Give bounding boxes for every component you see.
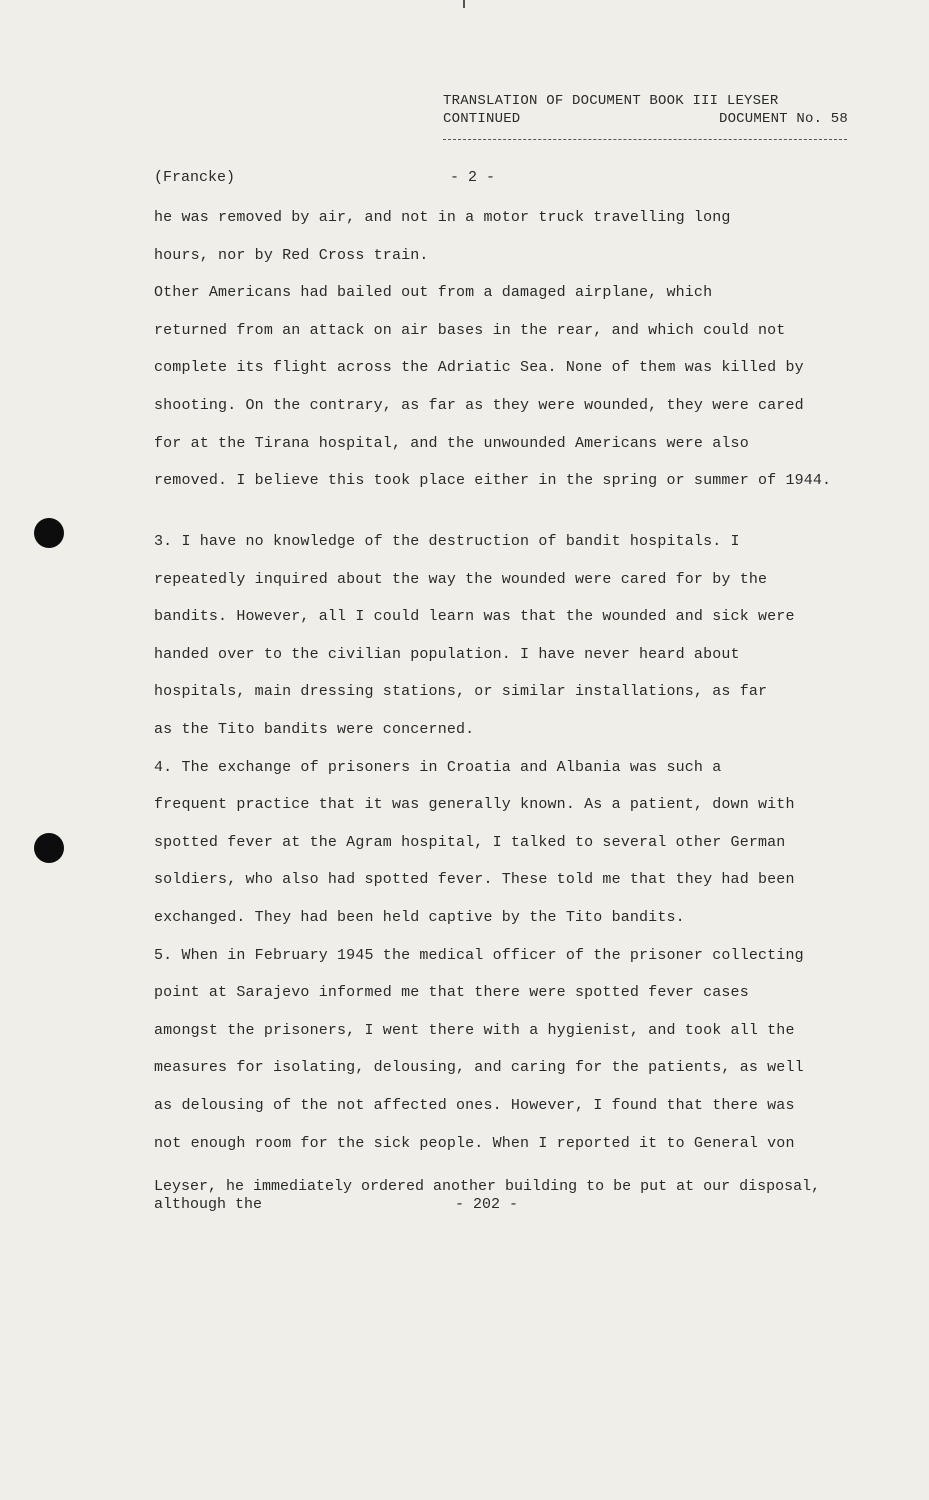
text-line: removed. I believe this took place either in the spring or summer of 1944. [154, 472, 832, 490]
header-continued: CONTINUED [443, 111, 521, 127]
text-line: soldiers, who also had spotted fever. These told me that they had been [154, 871, 795, 889]
text-line: exchanged. They had been held captive by the Tito bandits. [154, 908, 685, 926]
text-line: as delousing of the not affected ones. However, I found that there was [154, 1096, 795, 1114]
text-line: Other Americans had bailed out from a damaged airplane, which [154, 284, 713, 302]
text-line: complete its flight across the Adriatic Sea. None of them was killed by [154, 359, 804, 377]
witness-name: (Francke) [154, 169, 236, 186]
body-block-2 [154, 523, 866, 1162]
text-line: hospitals, main dressing stations, or similar installations, as far [154, 683, 768, 701]
punch-hole [34, 518, 64, 548]
text-line: hours, nor by Red Cross train. [154, 246, 429, 264]
text-line: not enough room for the sick people. When I reported it to General von [154, 1134, 795, 1152]
header-divider [443, 139, 847, 140]
text-line: 3. I have no knowledge of the destruction of bandit hospitals. I [154, 533, 740, 550]
staple-mark [463, 0, 465, 8]
text-line: repeatedly inquired about the way the wounded were cared for by the [154, 570, 768, 588]
text-line: point at Sarajevo informed me that there were spotted fever cases [154, 984, 749, 1002]
text-line: amongst the prisoners, I went there with a hygienist, and took all the [154, 1021, 795, 1039]
text-line: bandits. However, all I could learn was that the wounded and sick were [154, 608, 795, 626]
reference-line [154, 168, 534, 188]
document-header [443, 92, 848, 128]
text-line: returned from an attack on air bases in the rear, and which could not [154, 321, 786, 339]
footer-page-number: - 202 - [455, 1196, 519, 1213]
text-line: spotted fever at the Agram hospital, I talked to several other German [154, 833, 786, 851]
page-footer [154, 1196, 554, 1214]
text-line: frequent practice that it was generally known. As a patient, down with [154, 796, 795, 814]
text-line: measures for isolating, delousing, and caring for the patients, as well [154, 1059, 804, 1077]
text-line: as the Tito bandits were concerned. [154, 720, 475, 738]
document-number: DOCUMENT No. 58 [718, 111, 848, 127]
punch-hole [34, 833, 64, 863]
header-title: TRANSLATION OF DOCUMENT BOOK III LEYSER [443, 93, 779, 109]
text-line: 5. When in February 1945 the medical officer of the prisoner collecting [154, 946, 804, 964]
page-indicator: - 2 - [450, 169, 496, 186]
header-row [443, 110, 848, 128]
text-line: he was removed by air, and not in a motor truck travelling long [154, 209, 731, 226]
text-line: for at the Tirana hospital, and the unwounded Americans were also [154, 434, 749, 452]
text-line: handed over to the civilian population. I have never heard about [154, 645, 740, 663]
body-block-1 [154, 199, 866, 500]
text-line: Leyser, he immediately ordered another building to be put at our disposal, [154, 1178, 821, 1195]
continuation-text: although the [154, 1196, 263, 1213]
text-line: shooting. On the contrary, as far as they were wounded, they were cared [154, 396, 804, 414]
text-line: 4. The exchange of prisoners in Croatia and Albania was such a [154, 758, 722, 776]
